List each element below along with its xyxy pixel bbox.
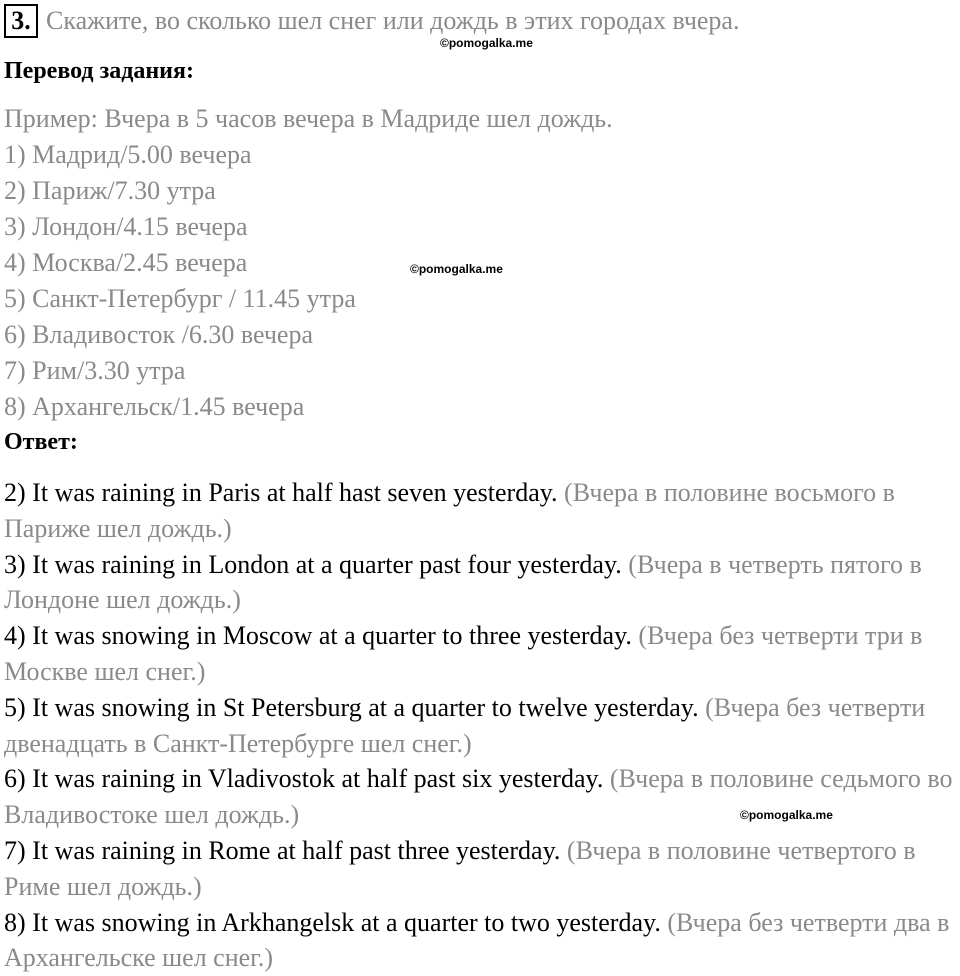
answer-item: [4, 761, 960, 833]
answer-item: [4, 475, 960, 547]
answer-russian: (Вчера в четверть пятого в Лондоне шел дождь.): [4, 549, 922, 615]
answer-russian: (Вчера без четверти три в Москве шел снег.): [4, 621, 923, 686]
answer-item: [4, 905, 960, 976]
translation-item: 5) Санкт-Петербург / 11.45 утра: [4, 284, 356, 313]
answer-english: 8) It was snowing in Arkhangelsk at a quarter to two yesterday.: [4, 907, 661, 937]
answer-english: 4) It was snowing in Moscow at a quarter to three yesterday.: [4, 621, 632, 651]
answer-english: 6) It was raining in Vladivostok at half past six yesterday.: [4, 764, 604, 794]
answer-heading: Ответ:: [4, 429, 78, 455]
translation-item: 6) Владивосток /6.30 вечера: [4, 320, 313, 349]
translation-item: 1) Мадрид/5.00 вечера: [4, 140, 252, 169]
translation-heading: Перевод задания:: [4, 58, 194, 84]
translation-item: 4) Москва/2.45 вечера: [4, 248, 248, 277]
answer-item: [4, 833, 960, 905]
answer-item: [4, 547, 960, 619]
answer-english: 5) It was snowing in St Petersburg at a quarter to twelve yesterday.: [4, 692, 699, 722]
task-instruction: Скажите, во сколько шел снег или дождь в этих городах вчера.: [46, 6, 740, 35]
translation-example: Пример: Вчера в 5 часов вечера в Мадриде шел дождь.: [4, 104, 613, 133]
answer-russian: (Вчера в половине восьмого в Париже шел дождь.): [4, 478, 895, 543]
translation-item: 3) Лондон/4.15 вечера: [4, 212, 248, 241]
translation-item: 2) Париж/7.30 утра: [4, 176, 216, 205]
translation-block: [4, 101, 613, 425]
answer-russian: (Вчера в половине четвертого в Риме шел дождь.): [4, 835, 916, 901]
answer-item: [4, 618, 960, 690]
answer-russian: (Вчера в половине седьмого во Владивостоке шел дождь.): [4, 764, 953, 830]
answer-item: [4, 690, 960, 762]
translation-item: 7) Рим/3.30 утра: [4, 356, 186, 385]
answer-english: 3) It was raining in London at a quarter past four yesterday.: [4, 549, 622, 579]
answer-russian: (Вчера без четверти двенадцать в Санкт-Петербурге шел снег.): [4, 692, 926, 758]
translation-item: 8) Архангельск/1.45 вечера: [4, 392, 305, 421]
watermark: ©pomogalka.me: [410, 262, 503, 276]
answer-english: 7) It was raining in Rome at half past three yesterday.: [4, 835, 561, 865]
watermark: ©pomogalka.me: [740, 808, 833, 822]
task-header: [4, 4, 739, 38]
answers-block: [4, 475, 960, 976]
watermark: ©pomogalka.me: [440, 36, 533, 50]
task-number-badge: 3.: [4, 4, 38, 38]
answer-russian: (Вчера без четверти два в Архангельске шел снег.): [4, 907, 950, 973]
answer-english: 2) It was raining in Paris at half hast seven yesterday.: [4, 478, 558, 507]
